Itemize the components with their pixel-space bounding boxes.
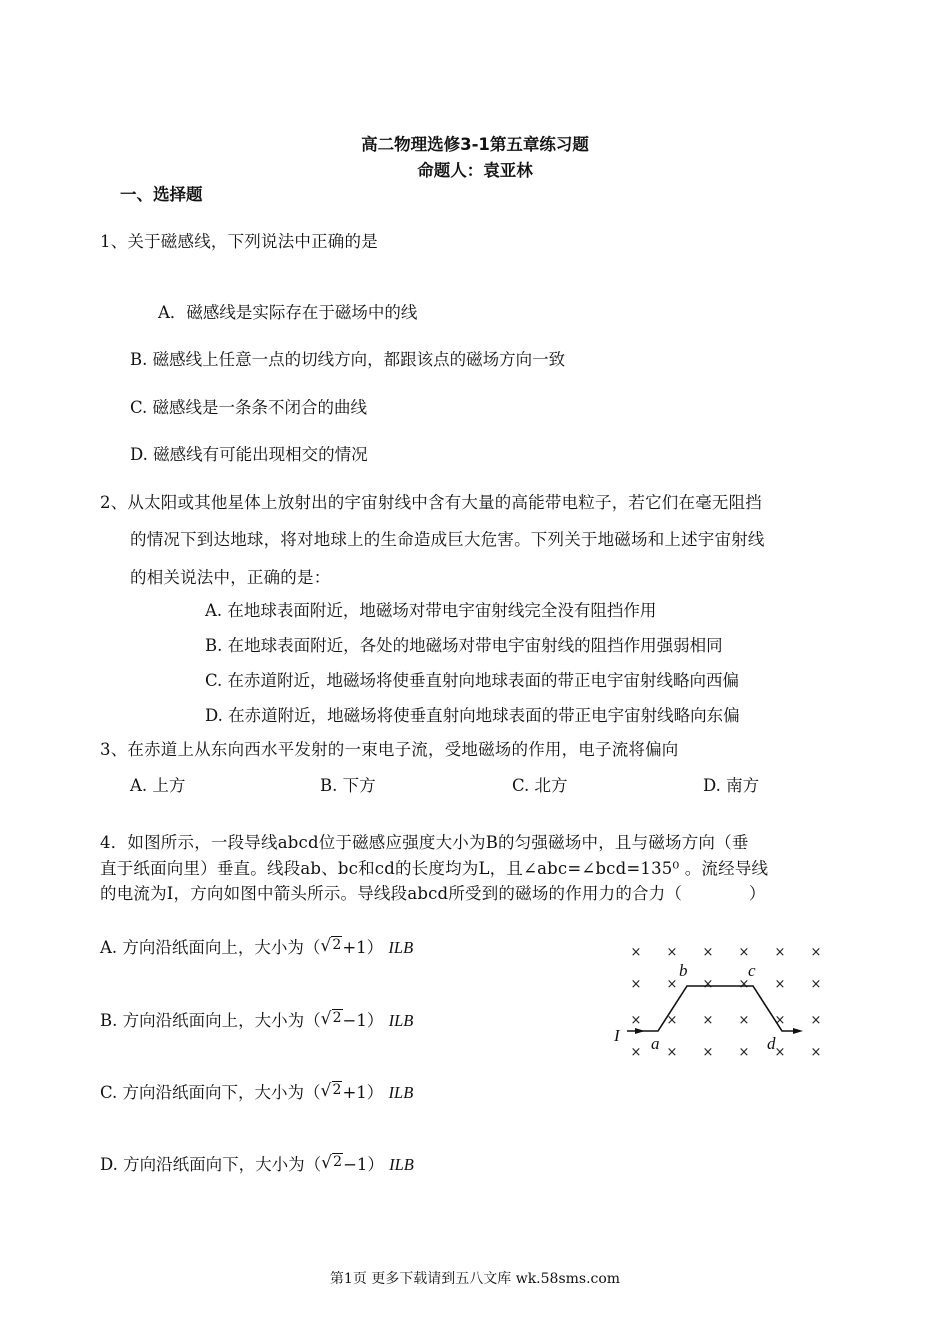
q1-option-b: B. 磁感线上任意一点的切线方向，都跟该点的磁场方向一致 — [130, 350, 566, 369]
q3-option-c: C. 北方 — [512, 776, 568, 795]
q4-magnetic-field-figure — [600, 935, 840, 1065]
label-current: I — [614, 1026, 620, 1045]
sqrt-sign: √ 2 — [320, 1009, 342, 1029]
field-cross: × — [810, 1045, 822, 1060]
page-title: 高二物理选修3-1第五章练习题 — [361, 135, 589, 154]
q4-option-a — [100, 934, 413, 958]
q4-option-b — [100, 1007, 413, 1031]
sqrt-sign: √ 2 — [320, 936, 342, 956]
q4-option-d-radicand: 2 — [333, 1154, 343, 1170]
field-cross: × — [738, 1045, 750, 1060]
field-cross: × — [810, 977, 822, 992]
q4-option-d — [100, 1151, 414, 1175]
q4-stem-line-1: 4．如图所示，一段导线abcd位于磁感应强度大小为B的匀强磁场中，且与磁场方向（垂 — [100, 833, 749, 852]
q4-stem-line-3: 的电流为I，方向如图中箭头所示。导线段abcd所受到的磁场的作用力的合力（ ） — [100, 884, 766, 903]
sqrt-sign: √ 2 — [320, 1081, 342, 1101]
sqrt-sign: √ 2 — [321, 1153, 343, 1173]
field-cross: × — [738, 977, 750, 992]
q1-option-c: C. 磁感线是一条条不闭合的曲线 — [130, 398, 368, 417]
field-cross: × — [666, 1013, 678, 1028]
q4-option-d-prefix: D. 方向沿纸面向下，大小为（ — [100, 1155, 322, 1174]
q4-option-a-radicand: 2 — [332, 937, 342, 953]
q3-stem: 3、在赤道上从东向西水平发射的一束电子流，受地磁场的作用，电子流将偏向 — [100, 740, 679, 759]
q4-option-d-unit: ILB — [389, 1155, 414, 1174]
q4-option-a-unit: ILB — [388, 938, 414, 957]
q4-option-c — [100, 1079, 413, 1103]
field-cross: × — [702, 945, 714, 960]
q3-option-b: B. 下方 — [320, 776, 376, 795]
field-cross: × — [666, 977, 678, 992]
q4-option-d-after: −1） — [343, 1155, 384, 1174]
q4-option-c-unit: ILB — [388, 1083, 414, 1102]
field-cross: × — [702, 1045, 714, 1060]
q2-stem-line-2: 的情况下到达地球，将对地球上的生命造成巨大危害。下列关于地磁场和上述宇宙射线 — [130, 530, 765, 549]
current-arrow-right — [793, 1028, 803, 1034]
q4-option-a-after: +1） — [342, 938, 384, 957]
q4-option-c-radicand: 2 — [332, 1082, 342, 1098]
field-cross: × — [702, 977, 714, 992]
q2-option-b: B. 在地球表面附近，各处的地磁场对带电宇宙射线的阻挡作用强弱相同 — [205, 636, 723, 655]
q4-option-c-after: +1） — [342, 1083, 384, 1102]
field-cross: × — [738, 1013, 750, 1028]
field-cross: × — [810, 1013, 822, 1028]
field-cross: × — [630, 945, 642, 960]
q4-option-b-radicand: 2 — [332, 1010, 342, 1026]
q3-option-a: A. 上方 — [130, 776, 186, 795]
q2-stem-line-1: 2、从太阳或其他星体上放射出的宇宙射线中含有大量的高能带电粒子，若它们在毫无阻挡 — [100, 493, 762, 512]
label-b: b — [679, 961, 688, 980]
q4-option-b-prefix: B. 方向沿纸面向上，大小为（ — [100, 1011, 321, 1030]
label-c: c — [748, 961, 756, 980]
section-heading: 一、选择题 — [120, 185, 203, 204]
field-cross: × — [666, 1045, 678, 1060]
current-arrow-left — [635, 1028, 645, 1034]
q3-option-d: D. 南方 — [703, 776, 760, 795]
q4-stem-line-2: 直于纸面向里）垂直。线段ab、bc和cd的长度均为L，且∠abc=∠bcd=135⁰ 。流经导线 — [100, 859, 769, 878]
page-footer: 第1页 更多下载请到五八文库 wk.58sms.com — [329, 1271, 621, 1287]
field-cross: × — [774, 945, 786, 960]
q4-option-b-after: −1） — [342, 1011, 384, 1030]
field-cross: × — [738, 945, 750, 960]
q2-option-c: C. 在赤道附近，地磁场将使垂直射向地球表面的带正电宇宙射线略向西偏 — [205, 671, 740, 690]
q2-option-a: A. 在地球表面附近，地磁场对带电宇宙射线完全没有阻挡作用 — [205, 601, 657, 620]
field-cross: × — [630, 1045, 642, 1060]
field-cross: × — [630, 977, 642, 992]
q1-stem: 1、关于磁感线，下列说法中正确的是 — [100, 232, 378, 251]
q1-option-d: D. 磁感线有可能出现相交的情况 — [130, 445, 368, 464]
field-cross: × — [630, 1013, 642, 1028]
q4-option-a-prefix: A. 方向沿纸面向上，大小为（ — [100, 938, 321, 957]
q2-stem-line-3: 的相关说法中，正确的是： — [130, 568, 331, 587]
field-cross: × — [702, 1013, 714, 1028]
field-cross: × — [810, 945, 822, 960]
q2-option-d: D. 在赤道附近，地磁场将使垂直射向地球表面的带正电宇宙射线略向东偏 — [205, 706, 740, 725]
author-line: 命题人：袁亚林 — [417, 161, 533, 180]
q4-option-c-prefix: C. 方向沿纸面向下，大小为（ — [100, 1083, 321, 1102]
field-cross: × — [774, 1013, 786, 1028]
field-cross: × — [774, 977, 786, 992]
label-a: a — [651, 1034, 660, 1053]
field-cross: × — [774, 1045, 786, 1060]
q4-option-b-unit: ILB — [388, 1011, 414, 1030]
field-cross: × — [666, 945, 678, 960]
q1-option-a: A．磁感线是实际存在于磁场中的线 — [158, 303, 418, 322]
label-d: d — [767, 1034, 776, 1053]
